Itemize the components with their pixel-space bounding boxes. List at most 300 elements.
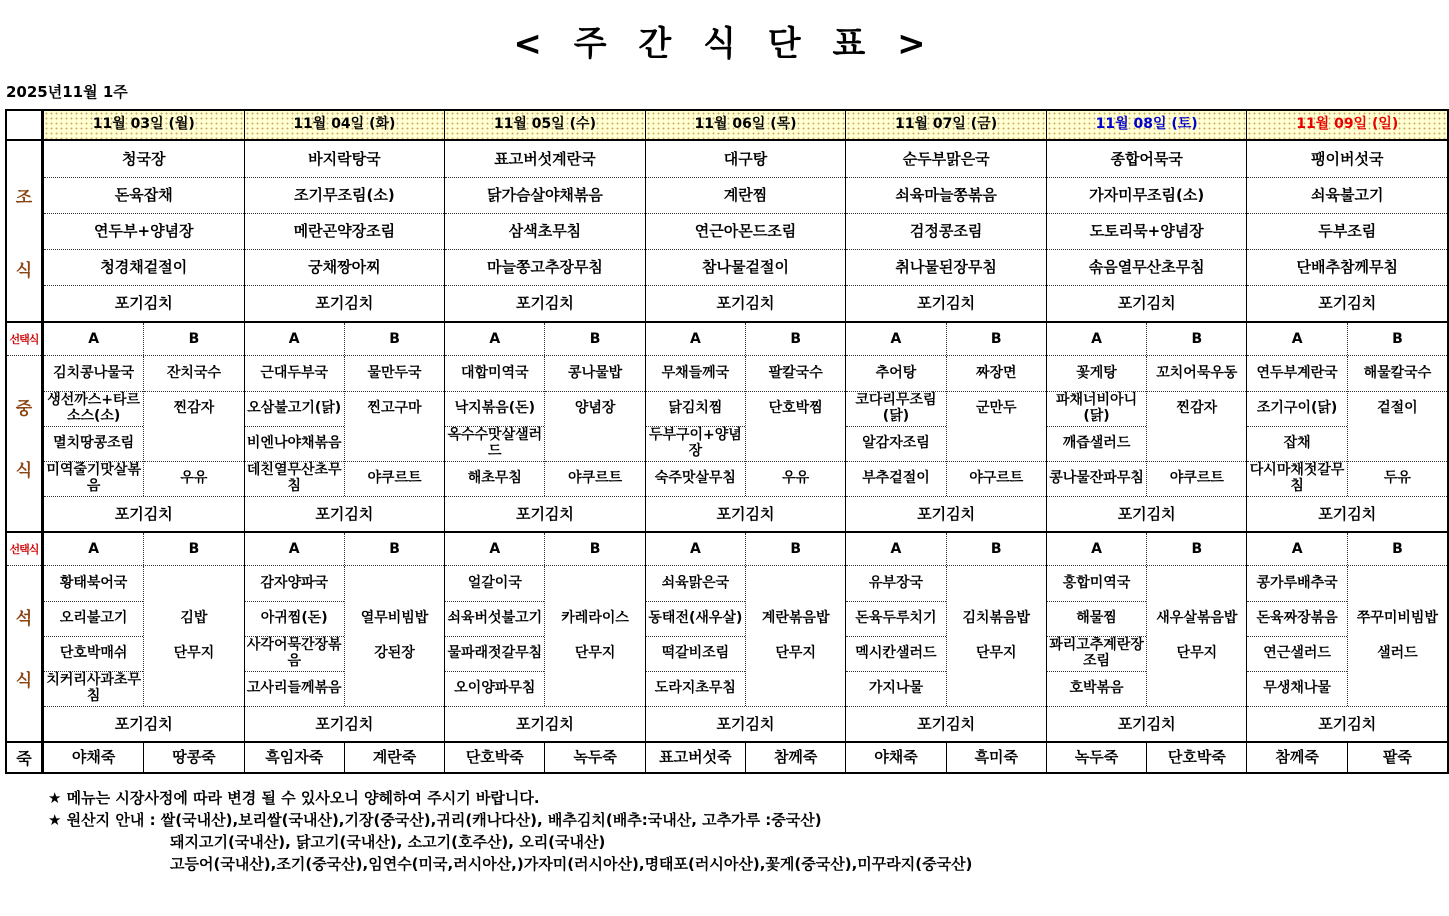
lunch-b-item: 우유 [144, 461, 243, 496]
dinner-a-item: 감자양파국 [260, 574, 329, 591]
dinner-b-item: 단무지 [775, 644, 816, 661]
porridge-row [1047, 741, 1247, 772]
dinner-b-item: 단무지 [574, 644, 616, 661]
option-a-header: A [1091, 331, 1102, 347]
lunch-a-item: 오삼불고기(닭) [245, 391, 344, 426]
lunch-a-item: 멸치땅콩조림 [44, 426, 143, 461]
option-a-header: A [1091, 541, 1102, 557]
lunch-a-column [245, 356, 344, 496]
dinner-b-item: 계란볶음밥 [761, 609, 830, 626]
spacer [947, 566, 1046, 601]
breakfast-section [846, 141, 1046, 321]
breakfast-item: 연두부+양념장 [44, 213, 244, 249]
dinner-section [245, 566, 445, 706]
porridge-row [1247, 741, 1447, 772]
day-column [444, 111, 645, 772]
note-menu-change: ★ 메뉴는 시장사정에 따라 변경 될 수 있사오니 양헤하여 주시기 바랍니다. [48, 789, 540, 807]
lunch-kimchi-row: 포기김치 [846, 496, 1046, 531]
lunch-choice-header-row [445, 321, 645, 356]
breakfast-item: 조기무조림(소) [245, 177, 445, 213]
dinner-a-item: 무생채나물 [1247, 671, 1346, 706]
porridge-row [646, 741, 846, 772]
breakfast-item: 닭가슴살야채볶음 [445, 177, 645, 213]
lunch-b-item: 겉절이 [1348, 391, 1447, 461]
option-b-header: B [745, 323, 845, 355]
porridge-item-b: 단호박죽 [1146, 743, 1246, 772]
dinner-a-item: 가지나물 [846, 671, 945, 706]
dinner-b-item: 김치볶음밥 [962, 609, 1031, 626]
lunch-section [1247, 356, 1447, 496]
option-a-header: A [489, 331, 501, 347]
lunch-a-item: 근대두부국 [260, 364, 329, 381]
porridge-item-a: 야채죽 [874, 748, 918, 767]
porridge-item-a: 표고버섯죽 [659, 748, 732, 767]
lunch-b-item: 단호박찜 [746, 391, 845, 461]
dinner-b-column [344, 566, 444, 706]
spacer [1348, 566, 1447, 601]
note-origin-line3: 고등어(국내산),조기(중국산),임연수(미국,러시아산,)가자미(러시아산),명태포(러시아산),꽃게(중국산),미꾸라지(중국산) [170, 855, 973, 873]
lunch-a-item: 김치콩나물국 [53, 364, 135, 381]
dinner-choice-header-row [646, 531, 846, 566]
day-column [244, 111, 445, 772]
lunch-a-item: 해초무침 [445, 461, 544, 496]
option-a-header: A [689, 541, 701, 557]
lunch-b-column [544, 356, 644, 496]
lunch-b-item: 군만두 [947, 391, 1046, 461]
lunch-b-item: 야구르트 [947, 461, 1046, 496]
dinner-kimchi-row: 포기김치 [445, 706, 645, 741]
lunch-label [7, 356, 41, 531]
porridge-item-b: 팥죽 [1347, 743, 1447, 772]
lunch-label-bottom: 식 [15, 461, 33, 481]
lunch-a-column [846, 356, 945, 496]
breakfast-item: 삼색초무침 [445, 213, 645, 249]
day-header: 11월 04일 (화) [245, 111, 445, 141]
lunch-a-item: 대합미역국 [460, 364, 529, 381]
breakfast-section [1247, 141, 1447, 321]
lunch-section [846, 356, 1046, 496]
porridge-item-a: 참께죽 [1275, 748, 1319, 767]
option-a-header: A [1291, 331, 1303, 347]
lunch-b-item: 우유 [746, 461, 845, 496]
lunch-b-item: 잔치국수 [166, 364, 221, 381]
notes-block [48, 787, 1449, 875]
lunch-b-column [946, 356, 1046, 496]
lunch-a-item: 추어탕 [875, 364, 917, 381]
lunch-a-column [44, 356, 143, 496]
lunch-b-item: 찐감자 [144, 391, 243, 461]
lunch-b-item: 찐고구마 [345, 391, 444, 461]
porridge-label: 죽 [7, 741, 41, 772]
lunch-a-item: 미역줄기맛살볶음 [44, 461, 143, 496]
lunch-section [445, 356, 645, 496]
lunch-choice-header-row [846, 321, 1046, 356]
breakfast-item: 마늘쫑고추장무침 [445, 249, 645, 285]
breakfast-item: 쇠육불고기 [1247, 177, 1447, 213]
porridge-item-b: 계란죽 [344, 743, 444, 772]
porridge-item-b: 참께죽 [745, 743, 845, 772]
dinner-label-top: 석 [15, 609, 33, 629]
breakfast-item: 대구탕 [723, 149, 768, 168]
breakfast-item: 연근아몬드조림 [646, 213, 846, 249]
breakfast-kimchi: 포기김치 [646, 285, 846, 321]
lunch-choice-header-row [1047, 321, 1247, 356]
lunch-a-item: 다시마채젓갈무침 [1247, 461, 1346, 496]
option-b-header: B [1347, 533, 1447, 565]
dinner-section [1247, 566, 1447, 706]
lunch-choice-header-row [646, 321, 846, 356]
lunch-a-item: 무채들께국 [661, 364, 730, 381]
lunch-a-item: 낙지볶음(돈) [445, 391, 544, 426]
lunch-b-item: 야쿠르트 [545, 461, 644, 496]
dinner-a-item: 단호박매쉬 [44, 636, 143, 671]
dinner-choice-header-row [1247, 531, 1447, 566]
lunch-a-item: 꽃게탕 [1076, 364, 1117, 381]
dinner-b-item: 카레라이스 [561, 609, 629, 626]
dinner-kimchi-row: 포기김치 [1247, 706, 1447, 741]
option-b-header: B [344, 323, 444, 355]
lunch-a-item: 닭김치찜 [646, 391, 745, 426]
lunch-kimchi-row: 포기김치 [44, 496, 244, 531]
lunch-b-column [1146, 356, 1246, 496]
day-header: 11월 09일 (일) [1247, 111, 1447, 141]
dinner-a-item: 도라지초무침 [646, 671, 745, 706]
dinner-a-item: 홍합미역국 [1062, 574, 1131, 591]
lunch-b-item: 물만두국 [367, 364, 422, 381]
option-b-header: B [946, 533, 1046, 565]
spacer [345, 566, 444, 601]
breakfast-kimchi: 포기김치 [445, 285, 645, 321]
breakfast-section [44, 141, 244, 321]
lunch-b-item: 팔칼국수 [768, 364, 823, 381]
dinner-a-column [1247, 566, 1346, 706]
dinner-a-item: 호박볶음 [1047, 671, 1146, 706]
breakfast-kimchi: 포기김치 [1047, 285, 1247, 321]
dinner-b-item: 샐러드 [1377, 644, 1418, 661]
option-a-header: A [88, 331, 100, 347]
dinner-section [44, 566, 244, 706]
breakfast-item: 도토리묵+양념장 [1047, 213, 1247, 249]
porridge-row [445, 741, 645, 772]
breakfast-item: 메란곤약장조림 [245, 213, 445, 249]
lunch-b-item: 찐감자 [1147, 391, 1246, 461]
breakfast-item: 검정콩조림 [846, 213, 1046, 249]
lunch-a-item: 연두부계란국 [1256, 364, 1338, 381]
lunch-kimchi-row: 포기김치 [1047, 496, 1247, 531]
dinner-kimchi-row: 포기김치 [245, 706, 445, 741]
lunch-b-item: 콩나물밥 [568, 364, 623, 381]
dinner-kimchi-row: 포기김치 [44, 706, 244, 741]
dinner-a-item: 고사리들께볶음 [245, 671, 344, 706]
lunch-a-item: 두부구이+양념장 [646, 426, 745, 461]
lunch-b-column [143, 356, 243, 496]
menu-table [5, 109, 1449, 774]
porridge-item-a: 단호박죽 [465, 748, 524, 767]
dinner-choice-header-row [1047, 531, 1247, 566]
dinner-choice-header-row [846, 531, 1046, 566]
corner-cell [7, 111, 41, 141]
option-a-header: A [489, 541, 501, 557]
lunch-b-item: 야쿠르트 [345, 461, 444, 496]
dinner-kimchi-row: 포기김치 [646, 706, 846, 741]
lunch-b-item: 양념장 [545, 391, 644, 461]
dinner-a-column [1047, 566, 1146, 706]
dinner-a-item: 유부장국 [868, 574, 924, 591]
spacer [545, 566, 644, 601]
lunch-choice-header-row [44, 321, 244, 356]
spacer [545, 671, 644, 706]
dinner-a-item: 쇠육버섯불고기 [445, 601, 544, 636]
breakfast-section [445, 141, 645, 321]
dinner-a-item: 쇠육맑은국 [661, 574, 730, 591]
breakfast-kimchi: 포기김치 [1247, 285, 1447, 321]
breakfast-item: 종합어묵국 [1110, 149, 1183, 168]
lunch-a-column [646, 356, 745, 496]
dinner-choice-header-row [445, 531, 645, 566]
lunch-a-item: 생선까스+타르소스(소) [44, 391, 143, 426]
dinner-label-bottom: 식 [15, 671, 33, 691]
dinner-b-column [745, 566, 845, 706]
day-header: 11월 03일 (월) [44, 111, 244, 141]
dinner-a-item: 치커리사과초무침 [44, 671, 143, 706]
porridge-item-b: 녹두죽 [544, 743, 644, 772]
breakfast-item: 궁채짱아찌 [245, 249, 445, 285]
option-b-header: B [143, 533, 243, 565]
lunch-a-item: 콩나물잔파무침 [1047, 461, 1146, 496]
day-column [845, 111, 1046, 772]
lunch-section [1047, 356, 1247, 496]
dinner-b-item: 김밥 [180, 609, 208, 626]
option-b-header: B [544, 533, 644, 565]
spacer [1147, 671, 1246, 706]
breakfast-section [1047, 141, 1247, 321]
spacer [144, 671, 243, 706]
dinner-b-item: 강된장 [374, 644, 415, 661]
dinner-b-column [946, 566, 1046, 706]
dinner-a-item: 돈육두루치기 [846, 601, 945, 636]
lunch-b-item: 짜장면 [975, 364, 1017, 381]
dinner-b-item: 단무지 [173, 644, 215, 661]
spacer [746, 671, 845, 706]
dinner-b-item: 쭈꾸미비빔밥 [1356, 609, 1438, 626]
lunch-a-item: 잡채 [1247, 426, 1346, 461]
porridge-row [846, 741, 1046, 772]
dinner-a-column [846, 566, 945, 706]
spacer [746, 566, 845, 601]
lunch-a-item: 숙주맛살무침 [646, 461, 745, 496]
spacer [345, 671, 444, 706]
lunch-a-column [1247, 356, 1346, 496]
lunch-b-item: 해물칼국수 [1363, 364, 1432, 381]
porridge-item-b: 흑미죽 [946, 743, 1046, 772]
breakfast-item: 청국장 [122, 149, 166, 168]
dinner-a-item: 돈육짜장볶음 [1247, 601, 1346, 636]
lunch-b-column [1347, 356, 1447, 496]
breakfast-label [7, 141, 41, 321]
option-a-header: A [1291, 541, 1303, 557]
page-title: < 주 간 식 단 표 > [513, 24, 936, 64]
dinner-a-item: 꽈리고추계란장조림 [1047, 636, 1146, 671]
option-a-header: A [890, 541, 902, 557]
spacer [947, 671, 1046, 706]
breakfast-item: 바지락탕국 [308, 149, 381, 168]
porridge-row [245, 741, 445, 772]
lunch-b-item: 두유 [1348, 461, 1447, 496]
breakfast-item: 순두부맑은국 [902, 149, 990, 168]
lunch-a-item: 조기구이(닭) [1247, 391, 1346, 426]
option-b-header: B [745, 533, 845, 565]
lunch-kimchi-row: 포기김치 [445, 496, 645, 531]
dinner-choice-header-row [245, 531, 445, 566]
dinner-a-item: 황태북어국 [59, 574, 128, 591]
choice-label-dinner: 선택식 [7, 531, 41, 566]
option-b-header: B [946, 323, 1046, 355]
breakfast-item: 취나물된장무침 [846, 249, 1046, 285]
dinner-kimchi-row: 포기김치 [1047, 706, 1247, 741]
dinner-a-item: 아귀찜(돈) [245, 601, 344, 636]
lunch-a-item: 비엔나야채볶음 [245, 426, 344, 461]
day-column [1246, 111, 1447, 772]
dinner-a-item: 동태전(새우살) [646, 601, 745, 636]
lunch-a-item: 데친열무산초무침 [245, 461, 344, 496]
day-header: 11월 08일 (토) [1047, 111, 1247, 141]
dinner-b-column [1146, 566, 1246, 706]
lunch-b-item: 야쿠르트 [1147, 461, 1246, 496]
option-a-header: A [689, 331, 701, 347]
porridge-item-b: 땅콩죽 [143, 743, 243, 772]
dinner-b-column [1347, 566, 1447, 706]
row-label-column [7, 111, 43, 772]
breakfast-section [646, 141, 846, 321]
option-a-header: A [288, 541, 300, 557]
breakfast-item: 두부조림 [1247, 213, 1447, 249]
lunch-b-column [344, 356, 444, 496]
dinner-a-item: 물파래젓갈무침 [445, 636, 544, 671]
dinner-b-item: 단무지 [975, 644, 1017, 661]
day-header: 11월 06일 (목) [646, 111, 846, 141]
dinner-b-item: 열무비빔밥 [360, 609, 429, 626]
note-origin-line2: 돼지고기(국내산), 닭고기(국내산), 소고기(호주산), 오리(국내산) [170, 833, 606, 851]
porridge-item-a: 야채죽 [71, 748, 116, 767]
breakfast-kimchi: 포기김치 [44, 285, 244, 321]
spacer [1147, 566, 1246, 601]
day-header: 11월 05일 (수) [445, 111, 645, 141]
porridge-item-a: 흑임자죽 [265, 748, 324, 767]
dinner-choice-header-row [44, 531, 244, 566]
breakfast-item: 팽이버섯국 [1311, 149, 1384, 168]
dinner-a-item: 해물찜 [1047, 601, 1146, 636]
lunch-a-item: 코다리무조림(닭) [846, 391, 945, 426]
lunch-a-item: 옥수수맛살샐러드 [445, 426, 544, 461]
breakfast-item: 돈육잡채 [44, 177, 244, 213]
dinner-label [7, 566, 41, 741]
week-label: 2025년11월 1주 [6, 83, 128, 101]
dinner-b-column [143, 566, 243, 706]
lunch-a-column [445, 356, 544, 496]
dinner-section [646, 566, 846, 706]
breakfast-label-top: 조 [15, 188, 33, 208]
day-column [1046, 111, 1247, 772]
breakfast-label-bottom: 식 [15, 261, 33, 281]
breakfast-item: 단배추참께무침 [1247, 249, 1447, 285]
lunch-section [44, 356, 244, 496]
lunch-a-item: 파채너비아니(닭) [1047, 391, 1146, 426]
lunch-kimchi-row: 포기김치 [245, 496, 445, 531]
option-b-header: B [1146, 533, 1246, 565]
lunch-b-column [745, 356, 845, 496]
dinner-a-item: 연근샐러드 [1247, 636, 1346, 671]
breakfast-item: 쇠육마늘쫑볶음 [846, 177, 1046, 213]
breakfast-kimchi: 포기김치 [846, 285, 1046, 321]
lunch-a-item: 깨즙샐러드 [1047, 426, 1146, 461]
option-a-header: A [890, 331, 902, 347]
day-column [43, 111, 244, 772]
breakfast-item: 가자미무조림(소) [1047, 177, 1247, 213]
dinner-a-item: 오리불고기 [44, 601, 143, 636]
breakfast-item: 청경채겉절이 [44, 249, 244, 285]
lunch-a-item: 알감자조림 [846, 426, 945, 461]
dinner-a-item: 콩가루배추국 [1256, 574, 1338, 591]
option-b-header: B [1347, 323, 1447, 355]
option-a-header: A [288, 331, 300, 347]
dinner-a-item: 얼갈이국 [467, 574, 522, 591]
dinner-kimchi-row: 포기김치 [846, 706, 1046, 741]
option-a-header: A [88, 541, 100, 557]
dinner-b-item: 단무지 [1176, 644, 1218, 661]
dinner-a-item: 오이양파무침 [445, 671, 544, 706]
day-header: 11월 07일 (금) [846, 111, 1046, 141]
choice-label-lunch: 선택식 [7, 321, 41, 356]
lunch-section [646, 356, 846, 496]
breakfast-kimchi: 포기김치 [245, 285, 445, 321]
option-b-header: B [143, 323, 243, 355]
dinner-a-item: 사각어묵간장볶음 [245, 636, 344, 671]
breakfast-item: 계란찜 [646, 177, 846, 213]
lunch-choice-header-row [1247, 321, 1447, 356]
dinner-section [1047, 566, 1247, 706]
spacer [1348, 671, 1447, 706]
spacer [144, 566, 243, 601]
breakfast-section [245, 141, 445, 321]
days-container [43, 111, 1447, 772]
breakfast-item: 솎음열무산초무침 [1047, 249, 1247, 285]
porridge-row [44, 741, 244, 772]
lunch-label-top: 중 [15, 399, 33, 419]
lunch-a-item: 부추겉절이 [846, 461, 945, 496]
dinner-a-column [44, 566, 143, 706]
lunch-kimchi-row: 포기김치 [646, 496, 846, 531]
dinner-a-column [445, 566, 544, 706]
dinner-section [445, 566, 645, 706]
option-b-header: B [544, 323, 644, 355]
lunch-choice-header-row [245, 321, 445, 356]
lunch-b-item: 꼬치어묵우동 [1156, 364, 1238, 381]
lunch-a-column [1047, 356, 1146, 496]
option-b-header: B [344, 533, 444, 565]
dinner-section [846, 566, 1046, 706]
dinner-b-column [544, 566, 644, 706]
lunch-section [245, 356, 445, 496]
dinner-b-item: 새우살볶음밥 [1156, 609, 1238, 626]
day-column [645, 111, 846, 772]
lunch-kimchi-row: 포기김치 [1247, 496, 1447, 531]
porridge-item-a: 녹두죽 [1074, 748, 1119, 767]
dinner-a-column [245, 566, 344, 706]
option-b-header: B [1146, 323, 1246, 355]
breakfast-item: 표고버섯계란국 [494, 149, 596, 168]
dinner-a-item: 떡갈비조림 [646, 636, 745, 671]
dinner-a-column [646, 566, 745, 706]
